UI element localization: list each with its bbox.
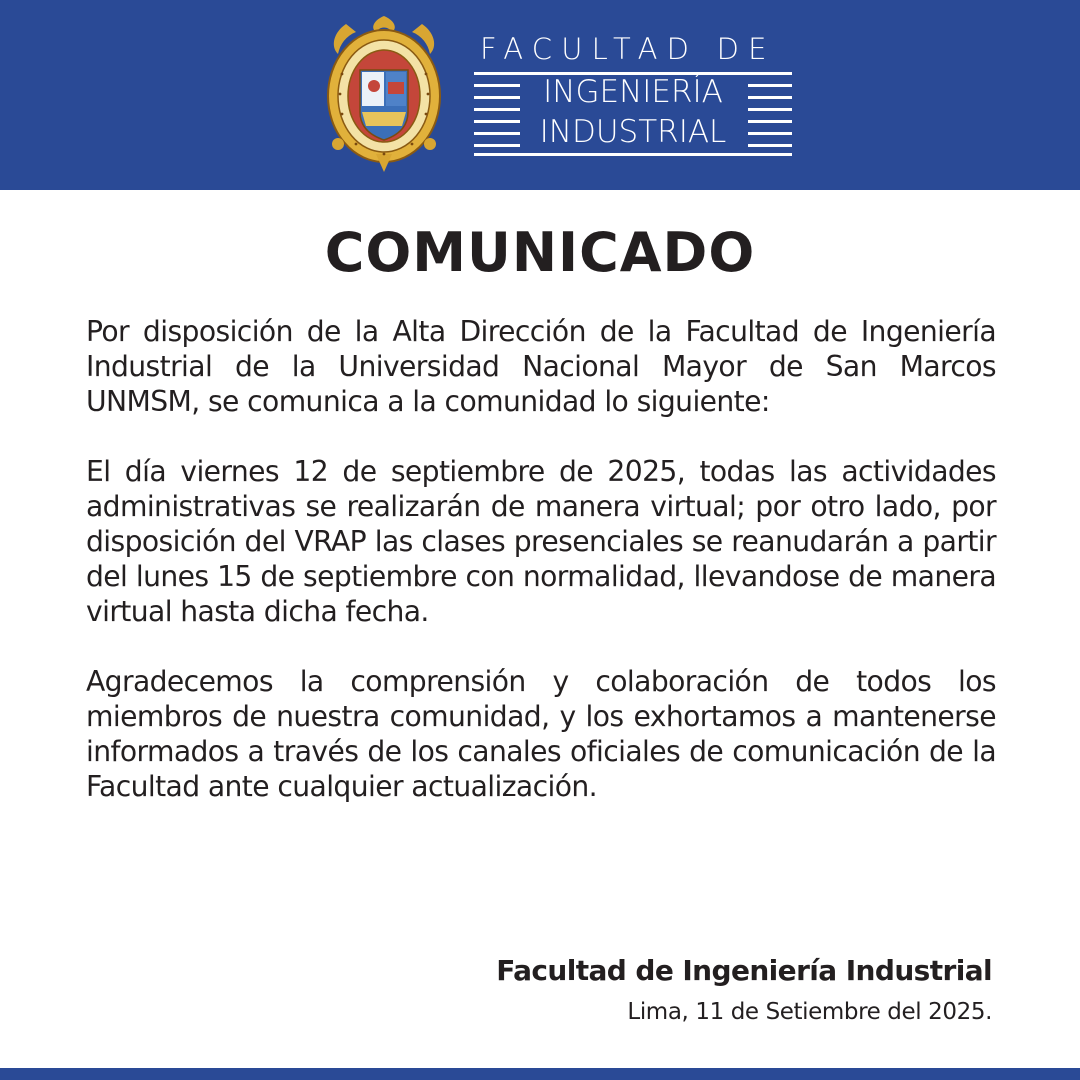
faculty-brand	[474, 32, 794, 160]
signature-place-date: Lima, 11 de Setiembre del 2025.	[627, 999, 992, 1025]
notice-paragraph-3: Agradecemos la comprensión y colaboración de todos los miembros de nuestra comunidad, y los exhortamos a mantenerse informados a través de los canales oficiales de comunicación de la Facultad ante cualquier actualización.	[86, 664, 996, 804]
brand-word-ingenieria: INGENIERÍA	[543, 74, 723, 110]
signature-organization: Facultad de Ingeniería Industrial	[496, 954, 992, 987]
footer-bar	[0, 1068, 1080, 1080]
notice-paragraph-1: Por disposición de la Alta Dirección de la Facultad de Ingeniería Industrial de la Universidad Nacional Mayor de San Marcos UNMSM, se comunica a la comunidad lo siguiente:	[86, 315, 996, 419]
notice-title: COMUNICADO	[324, 221, 756, 284]
notice-paragraph-2: El día viernes 12 de septiembre de 2025, todas las actividades administrativas se realizarán de manera virtual; por otro lado, por disposición del VRAP las clases presenciales se reanudarán a partir del lunes 15 de septiembre con normalidad, llevandose de manera virtual hasta dicha fecha.	[86, 454, 996, 629]
university-seal-icon	[316, 14, 452, 174]
header-banner	[0, 0, 1080, 190]
brand-word-industrial: INDUSTRIAL	[539, 114, 727, 150]
brand-top-label: FACULTAD DE	[480, 32, 776, 66]
notice-body	[86, 314, 996, 838]
